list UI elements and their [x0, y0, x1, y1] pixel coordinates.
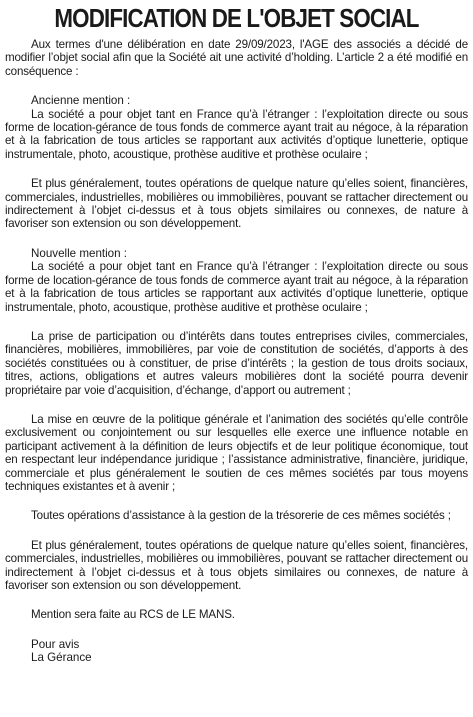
new-mention-heading: Nouvelle mention : — [31, 246, 128, 260]
old-mention-heading: Ancienne mention : — [31, 94, 131, 108]
rcs-mention: Mention sera faite au RCS de LE MANS. — [31, 608, 235, 622]
old-object-paragraph: La société a pour objet tant en France qu’à l’étranger : l’exploitation directe ou sous forme de location-gérance de tous fonds de commerce ayant trait au négoce, à la réparation et à la fabrication de tous articles se rapportant aux activités d’optique lunetterie, optique instrumentale, photo, acoustique, prothèse auditive et prothèse oculaire ; — [5, 107, 468, 161]
old-general-paragraph: Et plus généralement, toutes opérations de quelque nature qu’elles soient, financières, commerciales, industrielles, mobilières ou immobilières, pouvant se rattacher directement ou indirectement à l’objet ci-dessus et à tous objets similaires ou connexes, de nature à favoriser son extension ou son développement. — [5, 177, 468, 231]
new-policy-paragraph: La mise en œuvre de la politique générale et l’animation des sociétés qu’elle contrôle exclusivement ou conjointement ou sur lesquelles elle exerce une influence notable en participant activement à la définition de leurs objectifs et de leur politique économique, tout en respectant leur indépendance juridique ; l’assistance administrative, financière, juridique, commerciale et plus généralement le soutien de ces mêmes sociétés par tous moyens techniques existantes et à avenir ; — [5, 412, 468, 493]
new-general-paragraph: Et plus généralement, toutes opérations de quelque nature qu’elles soient, financières, commerciales, industrielles, mobilières ou immobilières, pouvant se rattacher directement ou indirectement à l’objet ci-dessus et à tous objets similaires ou connexes, de nature à favoriser son extension ou son développement. — [5, 538, 468, 592]
signature-block — [5, 638, 468, 665]
new-object-paragraph: La société a pour objet tant en France qu’à l’étranger : l’exploitation directe ou sous forme de location-gérance de tous fonds de commerce ayant trait au négoce, à la réparation et à la fabrication de tous articles se rapportant aux activités d’optique lunetterie, optique instrumentale, photo, acoustique, prothèse auditive et prothèse oculaire ; — [5, 260, 468, 314]
signature-line-gerance: La Gérance — [31, 651, 92, 665]
legal-notice — [5, 4, 468, 665]
signature-line-avis: Pour avis — [31, 637, 80, 651]
notice-title: MODIFICATION DE L'OBJET SOCIAL — [54, 3, 419, 33]
new-treasury-paragraph: Toutes opérations d’assistance à la gestion de la trésorerie de ces mêmes sociétés ; — [31, 509, 451, 523]
new-participation-paragraph: La prise de participation ou d’intérêts dans toutes entreprises civiles, commerciales, financières, mobilières, immobilières, par voie de constitution de sociétés, d’apports à des sociétés constituées ou à constituer, de prise d’intérêts ; la gestion de tous droits sociaux, titres, actions, obligations et autres valeurs mobilières dont la société pourra devenir propriétaire par voie d’acquisition, d’échange, d’apport ou autrement ; — [5, 329, 468, 397]
intro-paragraph: Aux termes d'une délibération en date 29/09/2023, l'AGE des associés a décidé de modifier l’objet social afin que la Société ait une activité d’holding. L’article 2 a été modifié en conséquence : — [5, 38, 468, 78]
